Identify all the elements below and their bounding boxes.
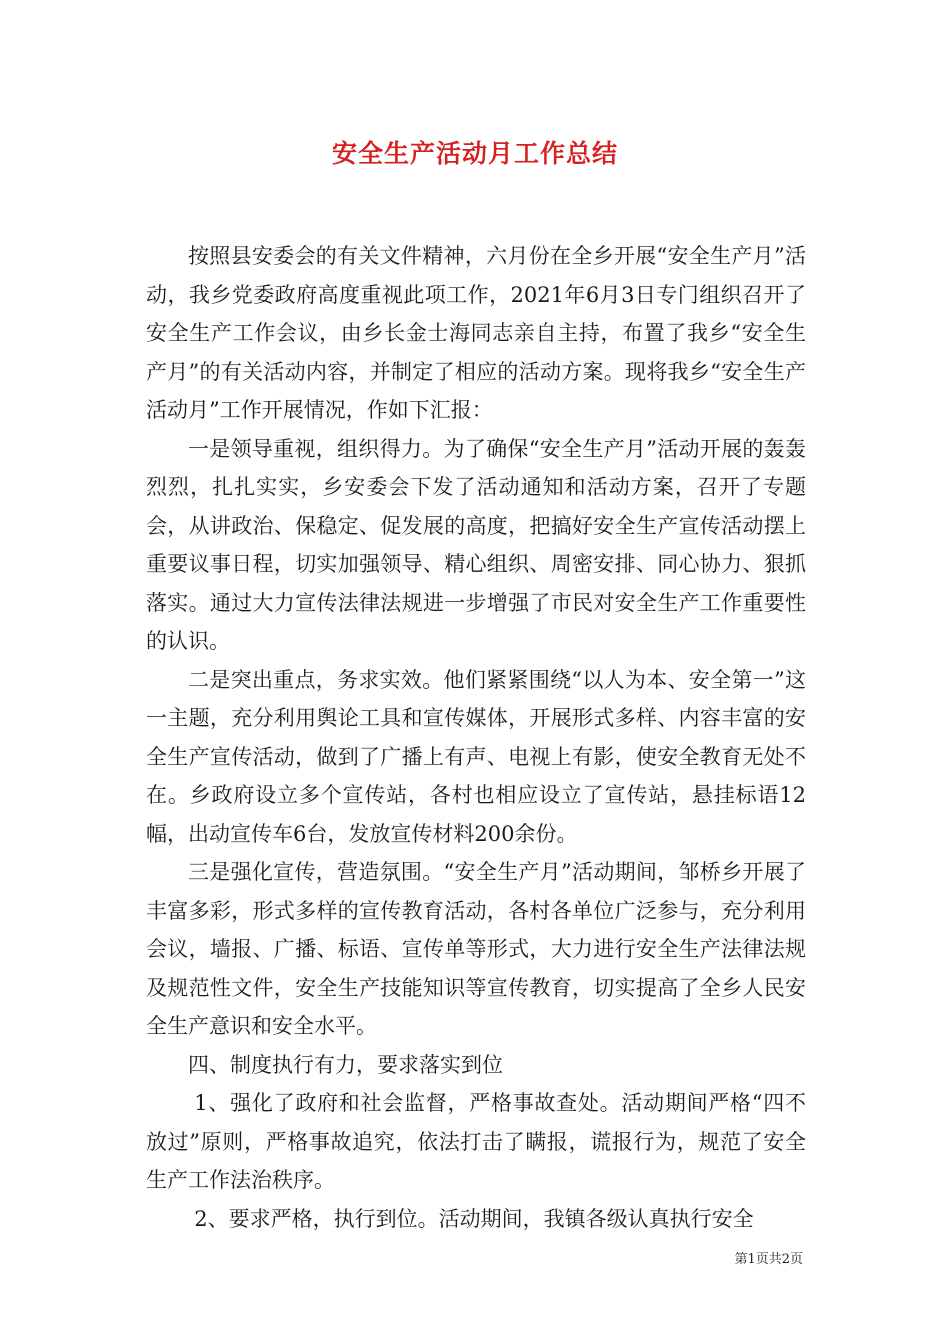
paragraph-item-two: 2、要求严格，执行到位。活动期间，我镇各级认真执行安全 [194, 1206, 754, 1231]
paragraph-focus: 二是突出重点，务求实效。他们紧紧围绕“以人为本、安全第一”这一主题，充分利用舆论工具和宣传媒体，开展形式多样、内容丰富的安全生产宣传活动，做到了广播上有声、电视上有影，使安全教育无处不在。乡政府设立多个宣传站，各村也相应设立了宣传站，悬挂标语12幅，出动宣传车6台，发放宣传材料200余份。 [146, 667, 806, 846]
document-title: 安全生产活动月工作总结 [331, 139, 618, 168]
paragraph-item-one: 1、强化了政府和社会监督，严格事故查处。活动期间严格“四不放过”原则，严格事故追究，依法打击了瞒报，谎报行为，规范了安全生产工作法治秩序。 [146, 1091, 806, 1192]
paragraph-leadership: 一是领导重视，组织得力。为了确保“安全生产月”活动开展的轰轰烈烈，扎扎实实，乡安委会下发了活动通知和活动方案，召开了专题会，从讲政治、保稳定、促发展的高度，把搞好安全生产宣传活动摆上重要议事日程，切实加强领导、精心组织、周密安排、同心协力、狠抓落实。通过大力宣传法律法规进一步增强了市民对安全生产工作重要性的认识。 [146, 436, 806, 653]
document-body [146, 237, 806, 1238]
paragraph-intro: 按照县安委会的有关文件精神，六月份在全乡开展“安全生产月”活动，我乡党委政府高度重视此项工作，2021年6月3日专门组织召开了安全生产工作会议，由乡长金士海同志亲自主持，布置了我乡“安全生产月”的有关活动内容，并制定了相应的活动方案。现将我乡“安全生产活动月”工作开展情况，作如下汇报： [146, 244, 806, 422]
paragraph-section-four-heading: 四、制度执行有力，要求落实到位 [188, 1052, 503, 1077]
page-indicator: 第1页共2页 [734, 1252, 803, 1267]
paragraph-publicity: 三是强化宣传，营造氛围。“安全生产月”活动期间，邹桥乡开展了丰富多彩，形式多样的宣传教育活动，各村各单位广泛参与，充分利用会议，墙报、广播、标语、宣传单等形式，大力进行安全生产法律法规及规范性文件，安全生产技能知识等宣传教育，切实提高了全乡人民安全生产意识和安全水平。 [146, 860, 806, 1038]
